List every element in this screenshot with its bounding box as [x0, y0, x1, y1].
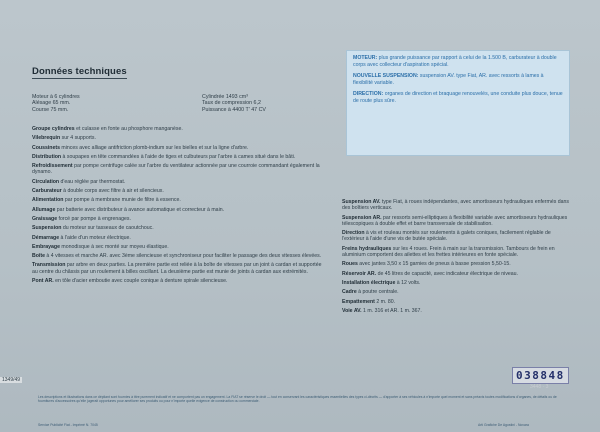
archive-label: 1349/49: [2, 377, 21, 383]
spec-paragraph: Démarrage à l'aide d'un moteur électrique.: [32, 234, 131, 241]
highlight-steering: DIRECTION: organes de direction et braquage renouvelés, une conduite plus douce, tenue de route plus sûre.: [353, 91, 563, 104]
spec-paragraph: Freins hydrauliques sur les 4 roues. Frein à main sur la transmission. Tambours de frein en aluminium comportent des ailettes et les frettes intérieures en fonte spéciale.: [342, 245, 555, 259]
spec-paragraph: Groupe cylindres et culasse en fonte au phosphore manganèse.: [32, 126, 183, 132]
highlights-box: [346, 50, 570, 156]
spec-line: Taux de compression 6,2: [202, 100, 261, 107]
spec-paragraph: Carburateur à double corps avec filtre à air et silencieux.: [32, 188, 164, 195]
spec-paragraph: Direction à vis et rouleau montés sur roulements à galets coniques, facilement réglable de l'extérieur à l'aide d'une vis de butée spéciale.: [342, 230, 551, 243]
spec-column-left: [32, 126, 322, 287]
spec-paragraph: Alimentation par pompe à membrane munie de filtre à essence.: [32, 197, 181, 204]
spec-paragraph: Allumage par batterie avec distributeur à avance automatique et correcteur à main.: [32, 206, 225, 213]
spec-line: Alésage 65 mm.: [32, 100, 71, 107]
spec-line: Moteur à 6 cylindres: [32, 94, 80, 100]
spec-paragraph: Embrayage monodisque à sec monté sur moyeu élastique.: [32, 243, 169, 250]
spec-paragraph: Suspension AR. par ressorts semi-elliptiques à flexibilité variable avec amortisseurs hydrauliques télescopiques à double effet et barre transversale de stabilisation.: [342, 214, 568, 227]
spec-paragraph: Suspension du moteur sur tasseaux de caoutchouc.: [32, 225, 154, 232]
spec-column-right: [342, 199, 574, 317]
footer-publisher: Service Publicité Fiat - Imprimé N. 7045: [38, 423, 98, 427]
highlight-suspension: NOUVELLE SUSPENSION: suspension AV. type Fiat, AR. avec ressorts à lames à flexibilité variable.: [353, 73, 544, 86]
serial-stamp: 038848: [512, 367, 569, 384]
spec-line: Course 75 mm.: [32, 106, 69, 113]
spec-paragraph: Distribution à soupapes en tête commandées à l'aide de tiges et culbuteurs par l'arbre à cames situé dans le bâti.: [32, 153, 296, 160]
spec-paragraph: Voie AV. 1 m. 316 et AR. 1 m. 367.: [342, 307, 422, 314]
spec-paragraph: Suspension AV. type Fiat, à roues indépendantes, avec amortisseurs hydrauliques enfermés dans des boîtiers verticaux.: [342, 199, 570, 212]
spec-paragraph: Cadre à poutre centrale.: [342, 289, 399, 296]
spec-paragraph: Transmission par arbre en deux parties. La première partie est reliée à la boîte de vitesses par un joint à cardan et supportée au centre du châssis par un roulement à billes oscillant. La deuxième partie est munie de joints à cardan aux extrémités.: [32, 262, 322, 275]
spec-paragraph: Graissage forcé par pompe à engrenages.: [32, 215, 131, 222]
spec-paragraph: Installation électrique à 12 volts.: [342, 279, 421, 286]
spec-paragraph: Boîte à 4 vitesses et marche AR. avec 3ème silencieuse et synchroniseur pour faciliter le passage des deux vitesses élevées.: [32, 253, 322, 260]
spec-line: Puissance à 4400 T' 47 CV: [202, 106, 266, 113]
spec-paragraph: Circulation d'eau réglée par thermostat.: [32, 178, 126, 185]
spec-paragraph: Coussinets minces avec alliage antifriction plomb-indium sur les bielles et sur la ligne d'arbre.: [32, 144, 249, 151]
disclaimer-text: Les descriptions et illustrations dans ce dépliant sont fournies à titre purement indicatif et ne comportent pas un engagement. La FIAT se réserve le droit — tout en conservant les caractéristiques essentielles des types ci-décrits — d'apporter à ses véhicules à n'importe quel moment et sans préavis toutes modifications d'organes, de détails ou de fournitures d'accessoires qu'elle jugerait opportunes pour améliorer ses produits ou pour n'importe quelle exigence de construction ou commerciale.: [38, 395, 557, 404]
spec-line: Cylindrée 1493 cm³: [202, 94, 248, 100]
faded-stamp: 3448 · 3: [530, 384, 549, 390]
engine-specs-left: [32, 94, 162, 113]
highlight-engine: MOTEUR: plus grande puissance par rapport à celui de la 1.500 B, carburateur à double corps avec collecteur d'aspiration spécial.: [353, 55, 557, 68]
spec-paragraph: Refroidissement par pompe centrifuge calée sur l'arbre du ventilateur actionnée par une courroie commandant également la dynamo.: [32, 163, 320, 176]
spec-paragraph: Réservoir AR. de 45 litres de capacité, avec indicateur électrique de niveau.: [342, 270, 519, 277]
engine-specs: [32, 94, 318, 122]
spec-paragraph: Empattement 2 m. 80.: [342, 298, 396, 305]
spec-paragraph: Vilebrequin sur 4 supports.: [32, 135, 96, 142]
page-title: Données techniques: [32, 66, 127, 77]
engine-specs-right: [202, 94, 322, 113]
spec-paragraph: Pont AR. en tôle d'acier emboutie avec couple conique à denture spirale silencieuse.: [32, 278, 228, 285]
spec-paragraph: Roues avec jantes 3,50 x 15 garnies de pneus à basse pression 5,50-15.: [342, 261, 511, 268]
footer-printer: Arti Grafiche De Agostini - Novara: [478, 423, 529, 427]
